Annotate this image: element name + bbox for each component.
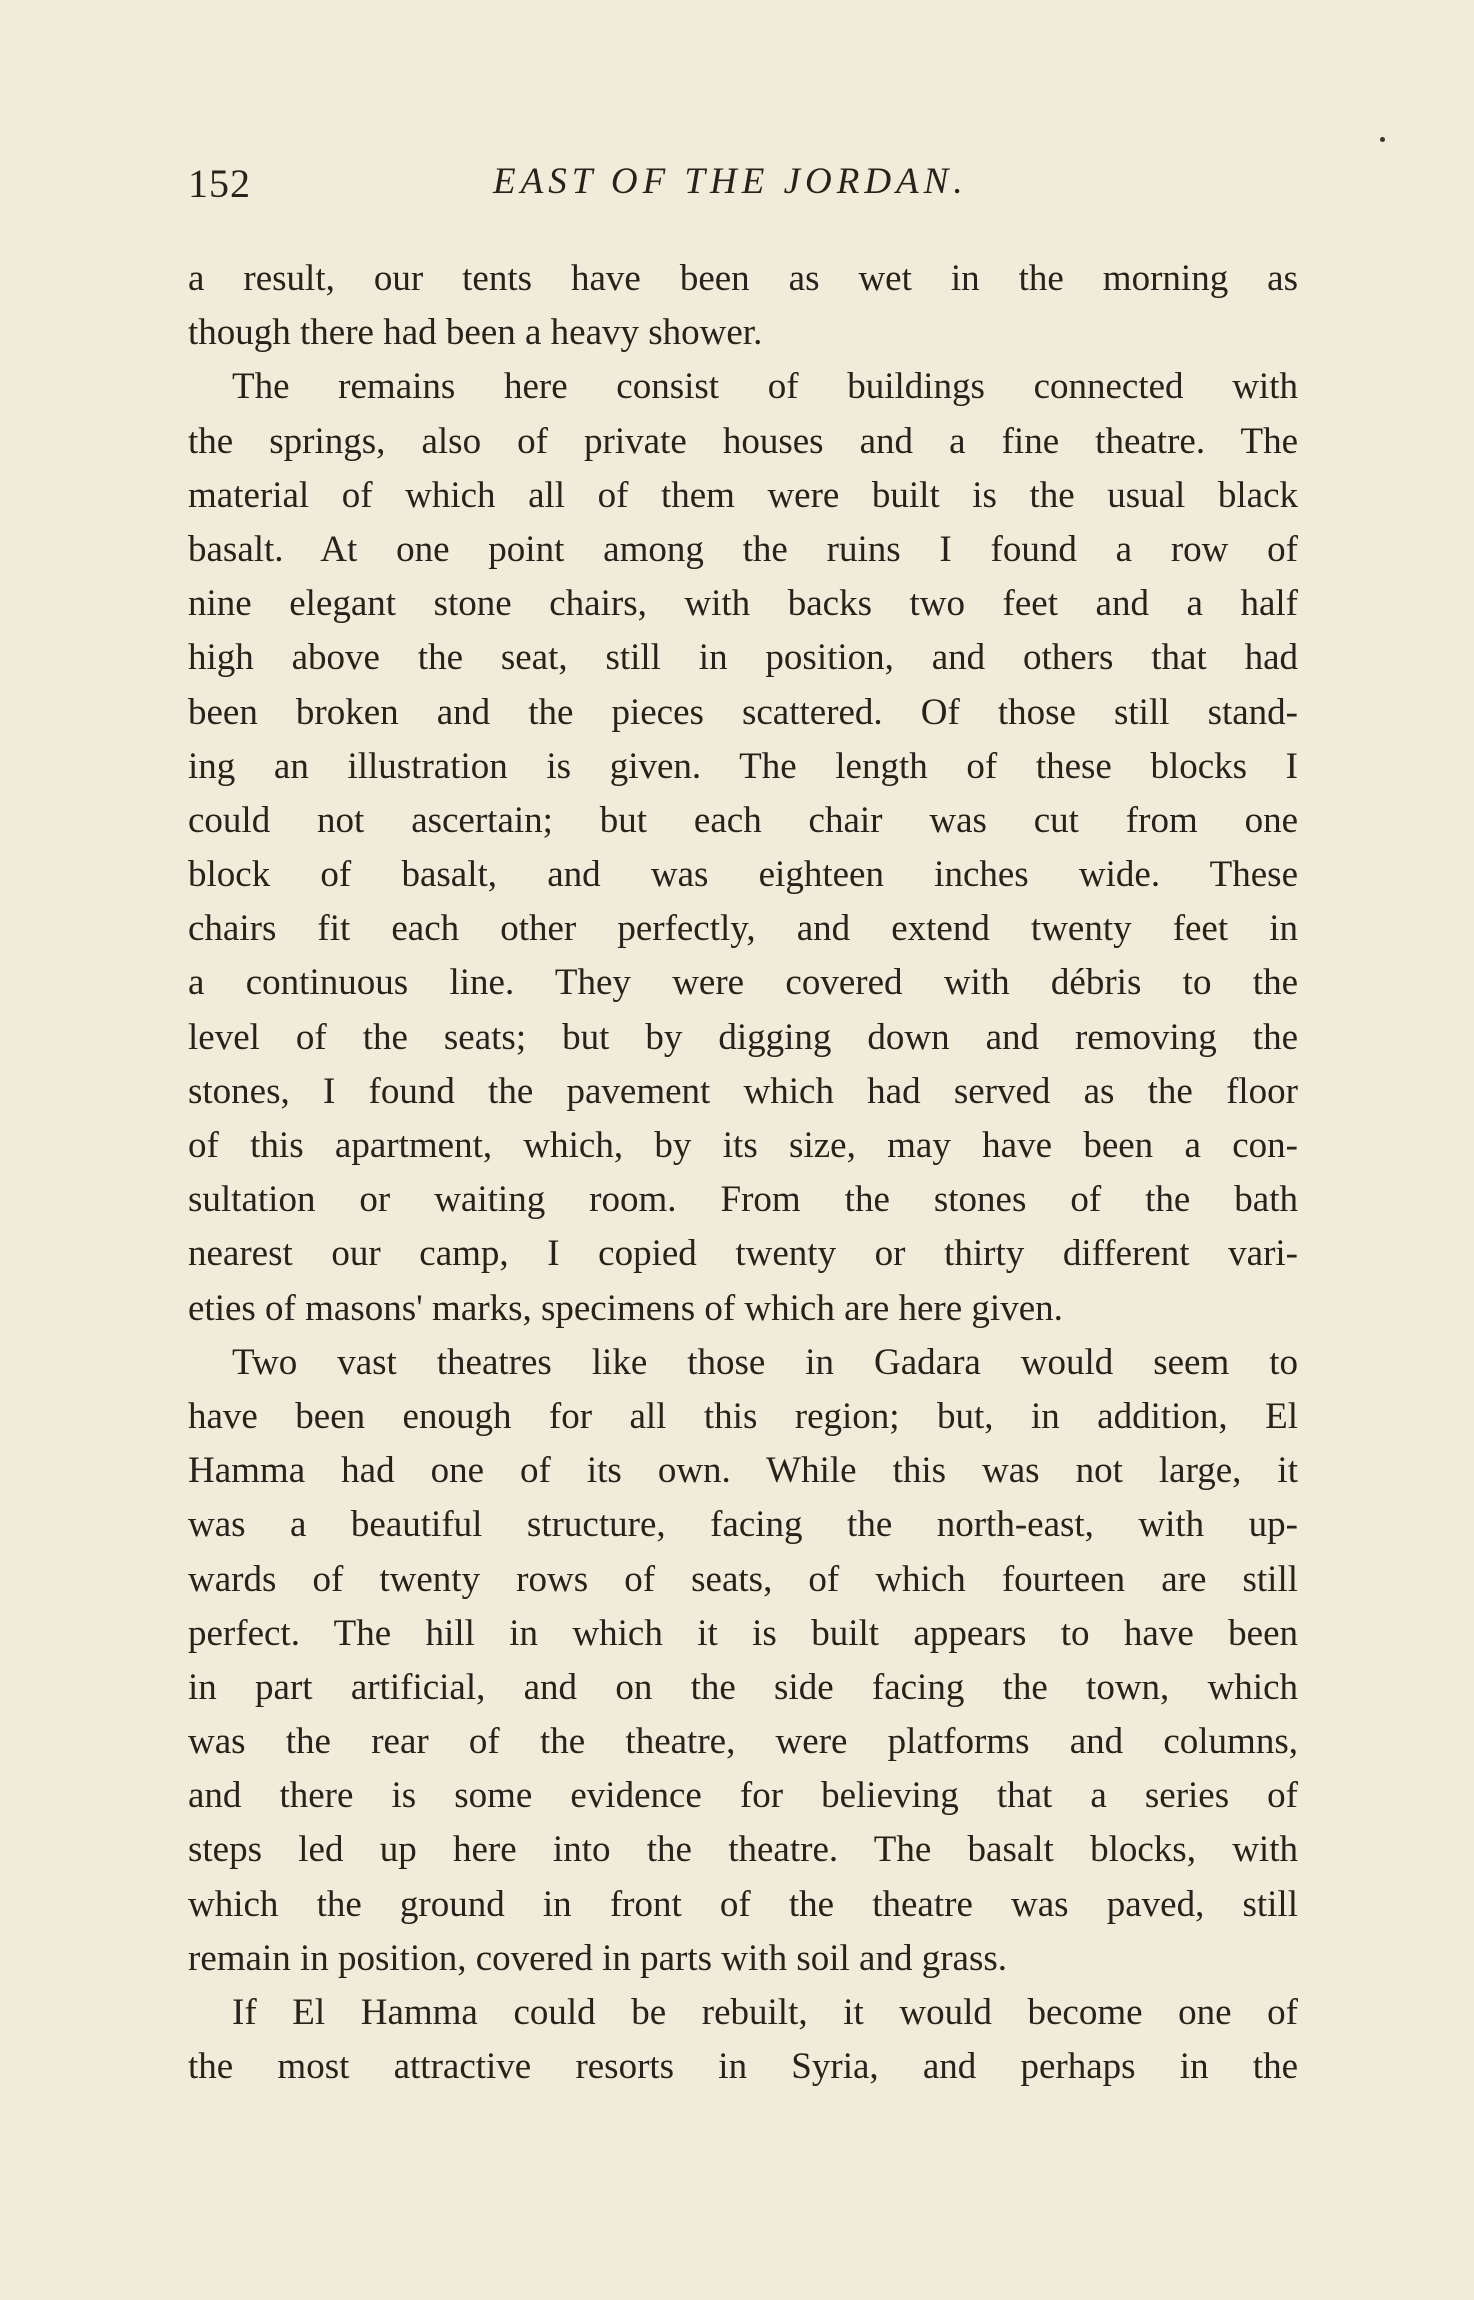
text-line: of this apartment, which, by its size, may have been a con- (188, 1125, 1298, 1166)
text-line: If El Hamma could be rebuilt, it would become one of (232, 1992, 1298, 2033)
text-line: sultation or waiting room. From the stones of the bath (188, 1179, 1298, 1221)
text-line: chairs fit each other perfectly, and extend twenty feet in (188, 908, 1298, 950)
text-line: stones, I found the pavement which had served as the floor (188, 1070, 1298, 1112)
text-line: nearest our camp, I copied twenty or thirty different vari- (188, 1233, 1298, 1275)
text-line: been broken and the pieces scattered. Of those still stand- (188, 691, 1298, 733)
text-line: remain in position, covered in parts with soil and grass. (188, 1937, 1007, 1979)
text-line: material of which all of them were built is the usual black (188, 474, 1298, 516)
text-line: was the rear of the theatre, were platforms and columns, (188, 1721, 1298, 1763)
text-line: the most attractive resorts in Syria, and perhaps in the (188, 2046, 1298, 2088)
text-line: steps led up here into the theatre. The basalt blocks, with (188, 1829, 1298, 1871)
text-line: level of the seats; but by digging down and removing the (188, 1016, 1298, 1058)
text-line: Two vast theatres like those in Gadara would seem to (232, 1341, 1298, 1383)
text-line: the springs, also of private houses and a fine theatre. The (188, 420, 1298, 462)
text-line: though there had been a heavy shower. (188, 312, 763, 354)
body-text (188, 252, 1298, 2094)
text-line: was a beautiful structure, facing the north-east, with up- (188, 1504, 1298, 1546)
text-line: high above the seat, still in position, and others that had (188, 637, 1298, 679)
text-line: a continuous line. They were covered with débris to the (188, 962, 1298, 1004)
text-line: have been enough for all this region; but, in addition, El (188, 1395, 1298, 1437)
text-line: in part artificial, and on the side facing the town, which (188, 1666, 1298, 1708)
running-title: EAST OF THE JORDAN. (493, 161, 968, 202)
text-line: eties of masons' marks, specimens of which are here given. (188, 1287, 1063, 1329)
text-line: perfect. The hill in which it is built appears to have been (188, 1612, 1298, 1654)
text-line: and there is some evidence for believing that a series of (188, 1775, 1298, 1817)
page-number: 152 (188, 161, 251, 206)
text-line: block of basalt, and was eighteen inches wide. These (188, 854, 1298, 896)
text-line: could not ascertain; but each chair was cut from one (188, 799, 1298, 841)
text-line: Hamma had one of its own. While this was not large, it (188, 1450, 1298, 1492)
running-header (188, 160, 1298, 220)
ink-speck (1380, 137, 1385, 142)
text-line: wards of twenty rows of seats, of which fourteen are still (188, 1558, 1298, 1600)
text-line: ing an illustration is given. The length of these blocks I (188, 745, 1298, 787)
text-line: which the ground in front of the theatre was paved, still (188, 1883, 1298, 1925)
text-line: nine elegant stone chairs, with backs two feet and a half (188, 583, 1298, 625)
text-line: basalt. At one point among the ruins I found a row of (188, 528, 1298, 570)
text-line: The remains here consist of buildings connected with (232, 366, 1298, 408)
text-line: a result, our tents have been as wet in the morning as (188, 258, 1298, 299)
